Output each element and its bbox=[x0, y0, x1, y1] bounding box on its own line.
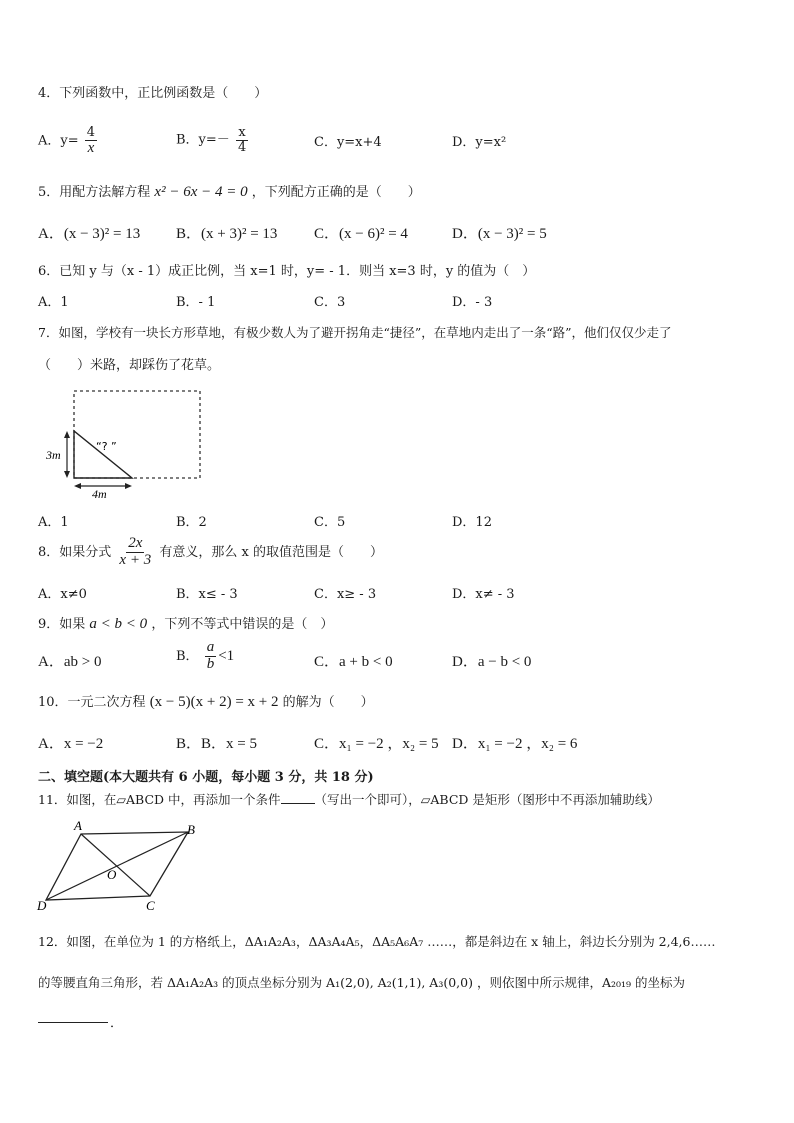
q4-b-fraction: $\frac{x}{4}$ bbox=[237, 125, 247, 155]
q4-a-fraction: $\frac{4}{x}$ bbox=[86, 125, 96, 156]
q10-option-d: D．x₁ = −2 ，x₂ = 6 bbox=[452, 736, 578, 752]
q9-option-d: D．a − b < 0 bbox=[452, 654, 532, 670]
q4-option-d: D．y=x² bbox=[452, 135, 507, 150]
q4-option-c: C．y=x+4 bbox=[314, 135, 382, 150]
q11-diagonal-bd bbox=[46, 832, 188, 900]
q11-label-b: B bbox=[187, 822, 195, 837]
q11-label-c: C bbox=[146, 898, 155, 912]
q9-option-c: C．a + b < 0 bbox=[314, 654, 393, 670]
q11-label-a: A bbox=[74, 820, 82, 833]
q7-option-a: A．1 bbox=[38, 515, 69, 530]
q8-option-a: A．x≠0 bbox=[38, 587, 87, 602]
q8-fraction: $\frac{2x}{x + 3}$ bbox=[119, 535, 152, 568]
q7-option-c: C．5 bbox=[314, 515, 346, 530]
q9-b-fraction: $\frac{a}{b}$ bbox=[206, 639, 215, 672]
q5-stem: 5．用配方法解方程 x² − 6x − 4 = 0 ，下列配方正确的是（ ） bbox=[38, 184, 421, 200]
q5-option-d: D．(x − 3)² = 5 bbox=[452, 226, 547, 242]
q11-label-d: D bbox=[37, 898, 47, 912]
q7-option-b: B．2 bbox=[176, 515, 207, 530]
q10-stem: 10．一元二次方程 (x − 5)(x + 2) = x + 2 的解为（ ） bbox=[38, 694, 374, 710]
q10-option-b: B．B．x = 5 bbox=[176, 736, 257, 752]
q11-answer-blank bbox=[281, 791, 315, 804]
q10-option-c: C．x₁ = −2 ，x₂ = 5 bbox=[314, 736, 439, 752]
q8-option-c: C．x≥ - 3 bbox=[314, 587, 377, 602]
q6-option-a: A．1 bbox=[38, 295, 69, 310]
q8-stem: 8．如果分式 $\frac{2x}{x + 3}$ 有意义，那么 x 的取值范围是（ ） bbox=[38, 535, 383, 568]
q11-parallelogram-figure bbox=[34, 820, 214, 912]
q7-arrowhead-left bbox=[74, 483, 81, 489]
q7-lawn-rectangle bbox=[74, 391, 200, 478]
q7-arrowhead-up bbox=[64, 431, 70, 438]
q11-stem: 11．如图，在▱ABCD 中，再添加一个条件 （写出一个即可），▱ABCD 是矩形（图形中不再添加辅助线） bbox=[38, 792, 660, 807]
q7-option-d: D．12 bbox=[452, 515, 492, 530]
q10-option-a: A．x = −2 bbox=[38, 736, 104, 752]
q6-option-d: D．- 3 bbox=[452, 295, 493, 310]
q5-option-b: B．(x + 3)² = 13 bbox=[176, 226, 278, 242]
q4-stem: 4．下列函数中，正比例函数是（ ） bbox=[38, 86, 268, 101]
q11-diagonal-ac bbox=[81, 834, 150, 896]
q9-option-b: B． $\frac{a}{b}$ <1 bbox=[176, 639, 235, 672]
q12-line3-period: ． bbox=[110, 1016, 124, 1031]
q5-option-c: C．(x − 6)² = 4 bbox=[314, 226, 408, 242]
q12-answer-blank bbox=[38, 1022, 108, 1023]
q9-stem: 9．如果 a < b < 0 ，下列不等式中错误的是（ ） bbox=[38, 616, 334, 632]
q8-option-d: D．x≠ - 3 bbox=[452, 587, 515, 602]
q12-line2: 的等腰直角三角形，若 ΔA₁A₂A₃ 的顶点坐标分别为 A₁(2,0), A₂(1,1), A₃(0,0) ，则依图中所示规律，A₂₀₁₉ 的坐标为 bbox=[38, 975, 685, 990]
q9-option-a: A．ab > 0 bbox=[38, 654, 102, 670]
q7-label-path: “? ” bbox=[96, 440, 117, 453]
q12-line1: 12．如图，在单位为 1 的方格纸上，ΔA₁A₂A₃，ΔA₃A₄A₅，ΔA₅A₆A₇ ……，都是斜边在 x 轴上，斜边长分别为 2,4,6…… bbox=[38, 934, 716, 949]
q7-stem-line1: 7．如图，学校有一块长方形草地，有极少数人为了避开拐角走“捷径”，在草地内走出了一条“路”，他们仅仅少走了 bbox=[38, 325, 672, 340]
q5-option-a: A．(x − 3)² = 13 bbox=[38, 226, 141, 242]
q11-label-o: O bbox=[107, 867, 117, 882]
q4-option-a: A．y= $\frac{4}{x}$ bbox=[38, 125, 96, 156]
q7-stem-line2: （ ）米路，却踩伤了花草。 bbox=[38, 358, 221, 373]
q7-figure bbox=[40, 380, 220, 500]
q7-shortcut-triangle bbox=[74, 431, 132, 478]
q7-label-width: 4m bbox=[92, 487, 107, 500]
q7-arrowhead-down bbox=[64, 471, 70, 478]
q6-option-c: C．3 bbox=[314, 295, 346, 310]
section-2-title: 二、填空题(本大题共有 6 小题，每小题 3 分，共 18 分) bbox=[38, 770, 374, 785]
q6-stem: 6．已知 y 与（x - 1）成正比例，当 x=1 时，y= - 1．则当 x=3 时，y 的值为（ ） bbox=[38, 264, 536, 279]
q6-option-b: B．- 1 bbox=[176, 295, 216, 310]
q7-label-height: 3m bbox=[46, 448, 61, 462]
q4-option-b: B．y=－ $\frac{x}{4}$ bbox=[176, 125, 247, 155]
q8-option-b: B．x≤ - 3 bbox=[176, 587, 238, 602]
q7-arrowhead-right bbox=[125, 483, 132, 489]
